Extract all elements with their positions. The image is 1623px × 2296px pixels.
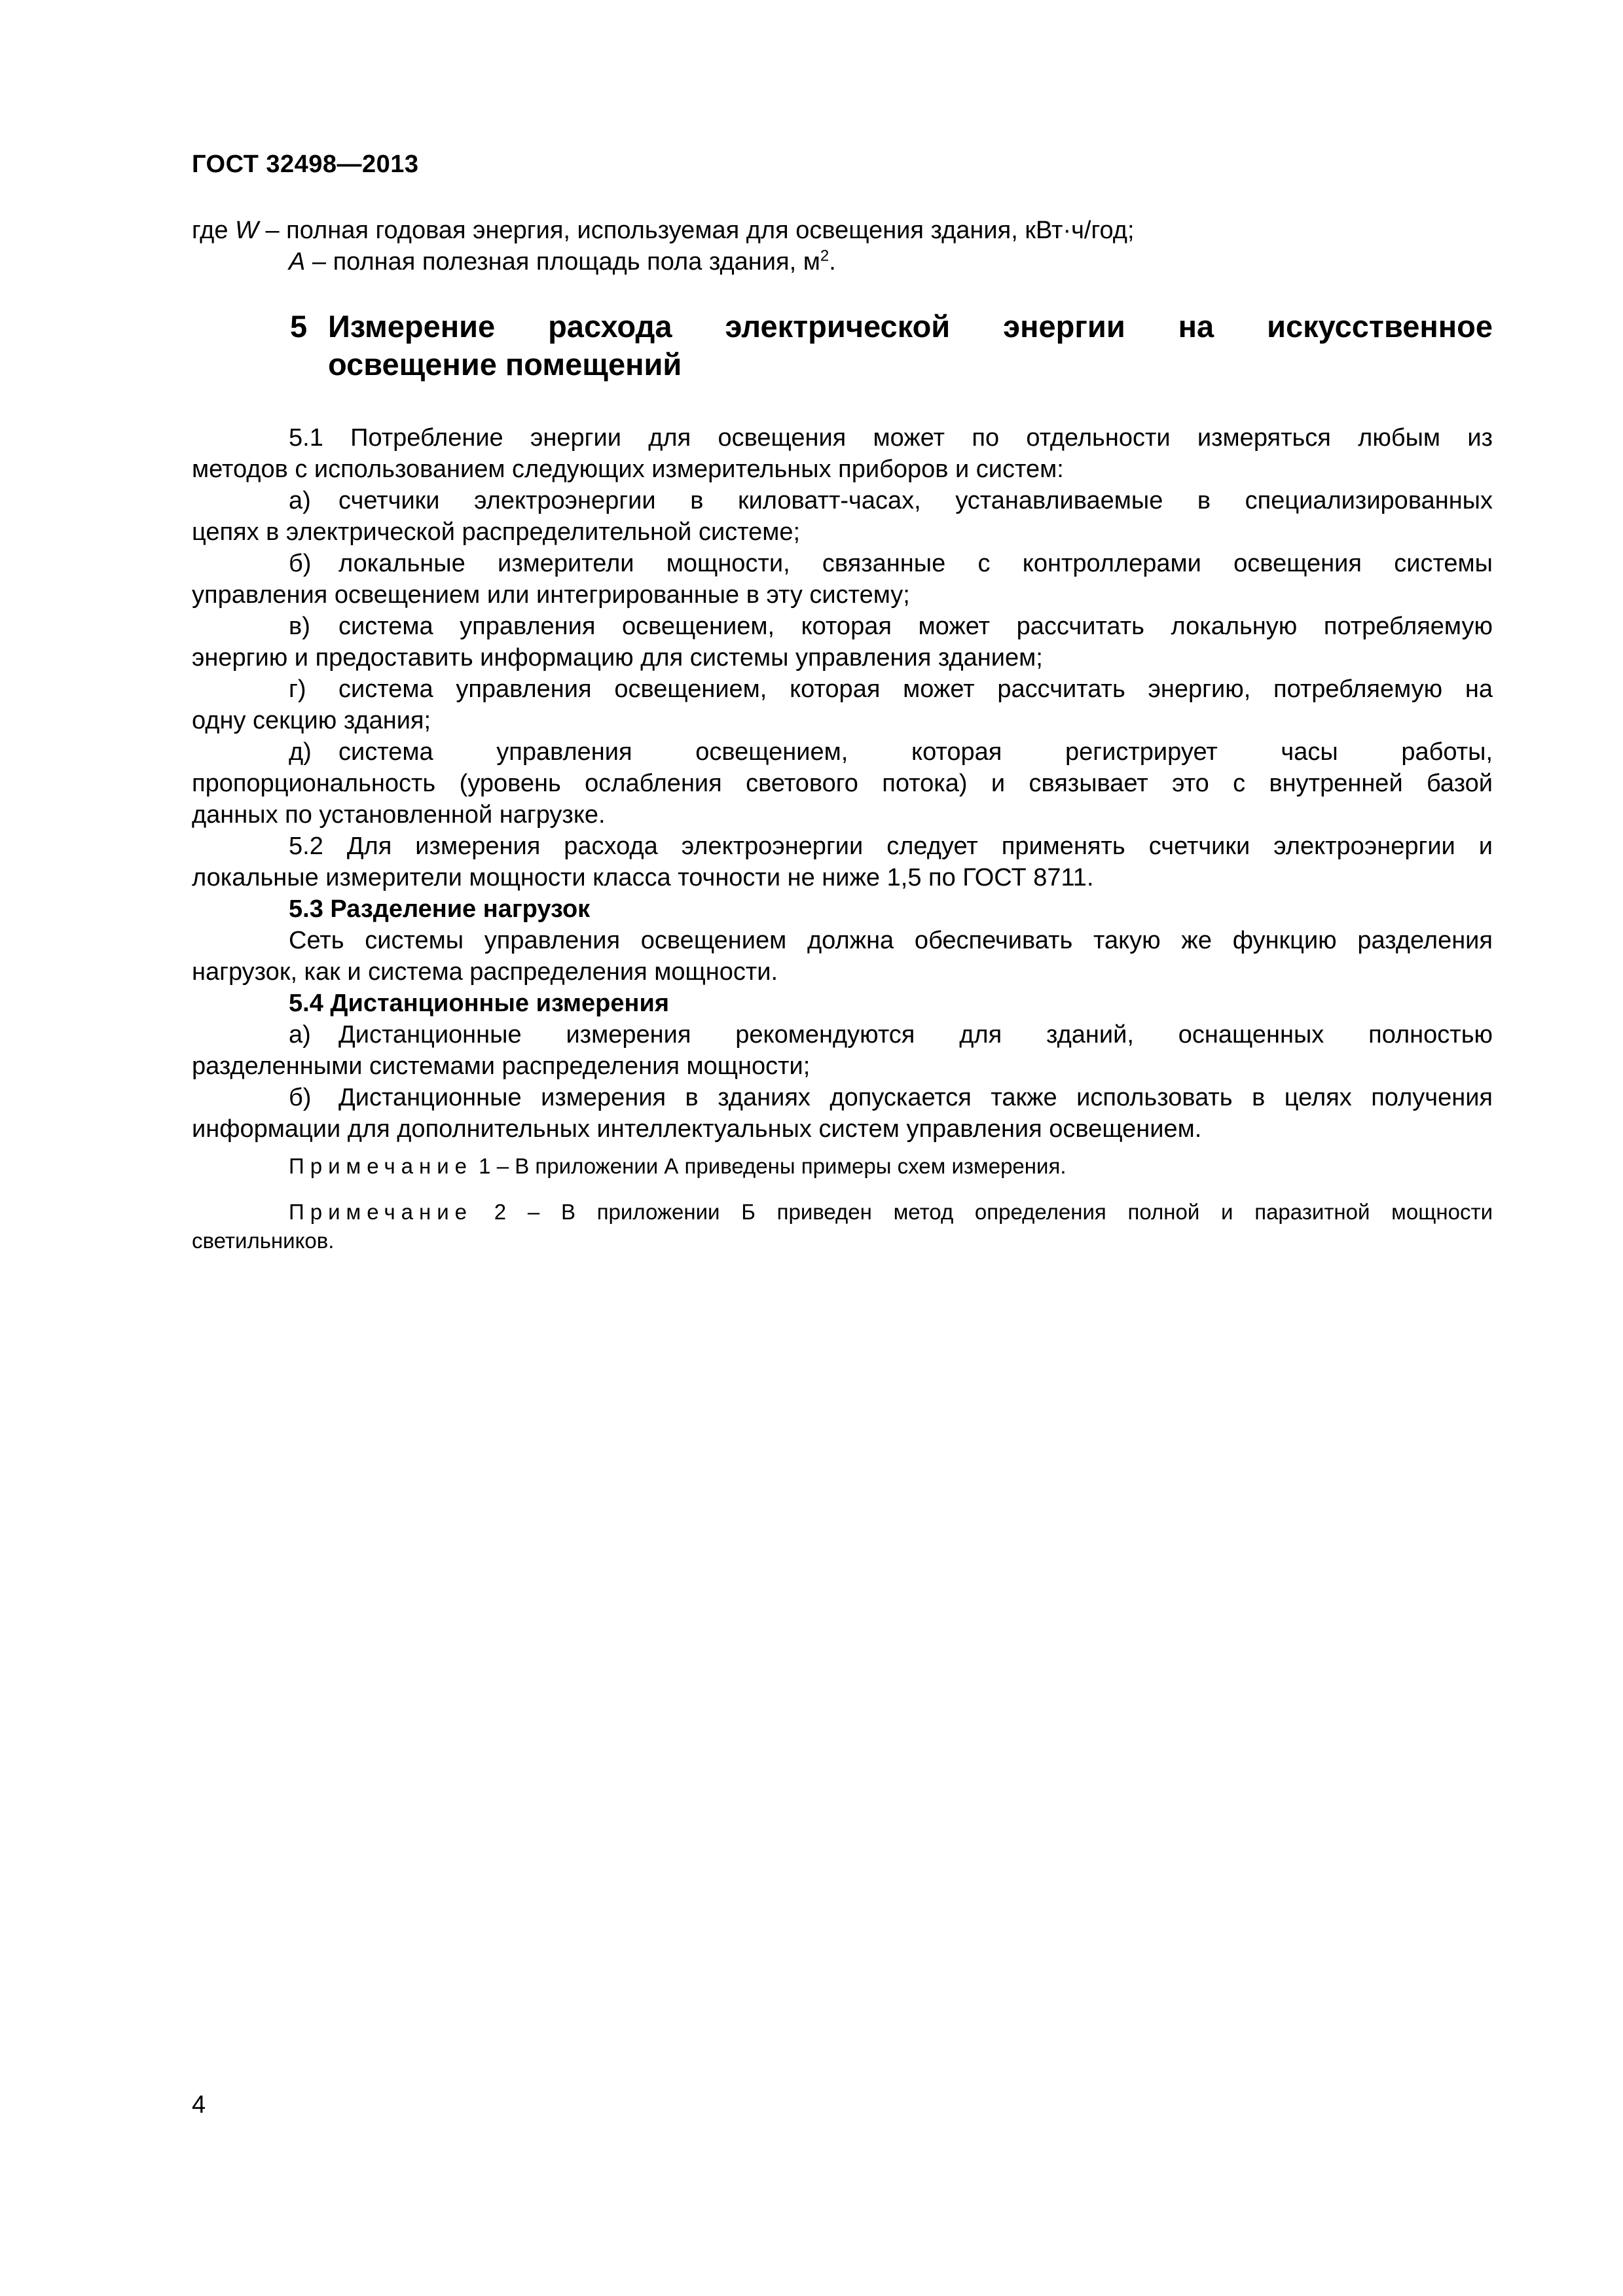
para-5-1-line1: 5.1 Потребление энергии для освещения может по отдельности измеряться любым из — [289, 424, 1493, 452]
list-item-d: д) система управления освещением, которая регистрирует часы работы, — [289, 738, 1493, 766]
section-number: 5 — [290, 309, 308, 344]
list-item-b: б) локальные измерители мощности, связанные с контроллерами освещения системы — [289, 550, 1493, 577]
list-item-d-cont2: данных по установленной нагрузке. — [192, 801, 606, 829]
subsection-5-4-heading: 5.4 Дистанционные измерения — [289, 990, 670, 1017]
formula-definitions — [192, 215, 1493, 278]
list-item-5-4-a-cont: разделенными системами распределения мощности; — [192, 1052, 811, 1080]
list-item-5-4-b: б) Дистанционные измерения в зданиях допускается также использовать в целях получения — [289, 1084, 1493, 1111]
para-5-3-line2: нагрузок, как и система распределения мощности. — [192, 958, 778, 986]
list-item-g: г) система управления освещением, которая может рассчитать энергию, потребляемую на — [289, 675, 1493, 703]
list-item-b-cont: управления освещением или интегрированные в эту систему; — [192, 581, 910, 609]
section-title: Измерение расхода электрической энергии на искусственное освещение помещений — [328, 309, 1493, 382]
section-5-heading — [290, 308, 1493, 384]
list-item-g-cont: одну секцию здания; — [192, 707, 431, 734]
para-5-2-line1: 5.2 Для измерения расхода электроэнергии следует применять счетчики электроэнергии и — [289, 833, 1493, 860]
note-2: Примечание 2 – В приложении Б приведен метод определения полной и паразитной мощности светильников. — [192, 1200, 1493, 1253]
para-5-3-line1: Сеть системы управления освещением должна обеспечивать такую же функцию разделения — [289, 927, 1493, 954]
para-5-2-line2: локальные измерители мощности класса точности не ниже 1,5 по ГОСТ 8711. — [192, 864, 1094, 891]
list-item-d-cont1: пропорциональность (уровень ослабления светового потока) и связывает это с внутренней базой — [192, 770, 1493, 797]
section-5-body — [192, 422, 1493, 1145]
list-item-5-4-a: а) Дистанционные измерения рекомендуются для зданий, оснащенных полностью — [289, 1021, 1493, 1049]
definition-w: где W – полная годовая энергия, используемая для освещения здания, кВт·ч/год; — [192, 217, 1135, 244]
document-header: ГОСТ 32498—2013 — [192, 151, 419, 178]
subsection-5-3-heading: 5.3 Разделение нагрузок — [289, 895, 591, 923]
list-item-v: в) система управления освещением, которая может рассчитать локальную потребляемую — [289, 613, 1493, 640]
list-item-5-4-b-cont: информации для дополнительных интеллектуальных систем управления освещением. — [192, 1115, 1202, 1143]
note-1: Примечание 1 – В приложении А приведены примеры схем измерения. — [289, 1154, 1067, 1178]
list-item-a: а) счетчики электроэнергии в киловатт-часах, устанавливаемые в специализированных — [289, 487, 1493, 514]
definition-a: A – полная полезная площадь пола здания, $м^2$. — [289, 247, 836, 276]
page-number: 4 — [192, 2091, 206, 2119]
note-label: Примечание — [289, 1154, 473, 1178]
para-5-1-line2: методов с использованием следующих измерительных приборов и систем: — [192, 456, 1064, 483]
note-label: Примечание — [289, 1200, 473, 1224]
list-item-v-cont: энергию и предоставить информацию для системы управления зданием; — [192, 644, 1043, 672]
list-item-a-cont: цепях в электрической распределительной системе; — [192, 518, 801, 546]
